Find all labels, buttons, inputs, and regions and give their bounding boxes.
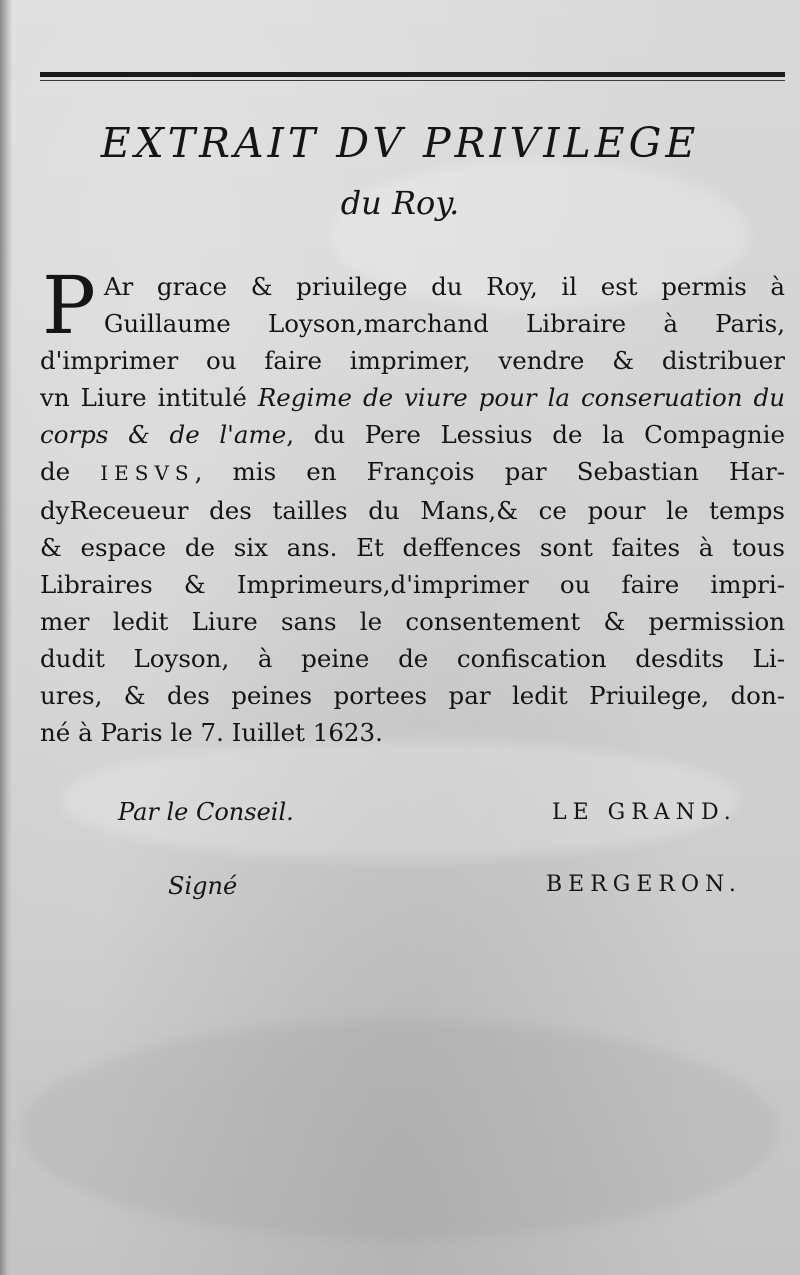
text-line: Guillaume Loyson,marchand Libraire à Paris, — [103, 309, 785, 338]
paper-stain — [20, 1020, 780, 1240]
small-caps-name: IESVS — [100, 461, 195, 485]
book-title-italic: Regime de viure pour la conseruation du — [257, 383, 785, 412]
page-subtitle: du Roy. — [340, 184, 460, 222]
header-rule — [40, 72, 785, 77]
text-line: Libraires & Imprimeurs,d'imprimer ou faire impri- — [40, 570, 785, 599]
signature-signe: Signé — [168, 872, 238, 900]
text-line: dyReceueur des tailles du Mans,& ce pour le temps — [40, 496, 785, 525]
text-line: mer ledit Liure sans le consentement & permission — [40, 607, 785, 636]
text-line — [40, 416, 785, 453]
text-line: Ar grace & priuilege du Roy, il est permis à — [103, 272, 785, 301]
text-line: & espace de six ans. Et deffences sont faites à tous — [40, 533, 785, 562]
page-title: EXTRAIT DV PRIVILEGE — [100, 119, 700, 167]
privilege-text — [40, 259, 785, 751]
text-span: vn Liure intitulé — [40, 383, 258, 412]
signature-le-grand: LE GRAND. — [552, 800, 737, 825]
text-line: ures, & des peines portees par ledit Priuilege, don- — [40, 681, 785, 710]
drop-cap: P — [42, 259, 96, 352]
text-line — [40, 379, 785, 416]
signature-par-le-conseil: Par le Conseil. — [118, 798, 294, 826]
text-line: dudit Loyson, à peine de confiscation desdits Li- — [40, 644, 785, 673]
book-title-italic: corps & de l'ame — [40, 420, 287, 449]
text-line: d'imprimer ou faire imprimer, vendre & distribuer — [40, 346, 785, 375]
text-span: , du Pere Lessius de la Compagnie — [286, 420, 785, 449]
header-rule-thin — [40, 80, 785, 81]
text-line — [40, 453, 785, 492]
signature-bergeron: BERGERON. — [546, 872, 742, 897]
text-line: né à Paris le 7. Iuillet 1623. — [40, 718, 383, 747]
text-span: de — [40, 457, 101, 486]
text-span: , mis en François par Sebastian Har- — [194, 457, 785, 486]
